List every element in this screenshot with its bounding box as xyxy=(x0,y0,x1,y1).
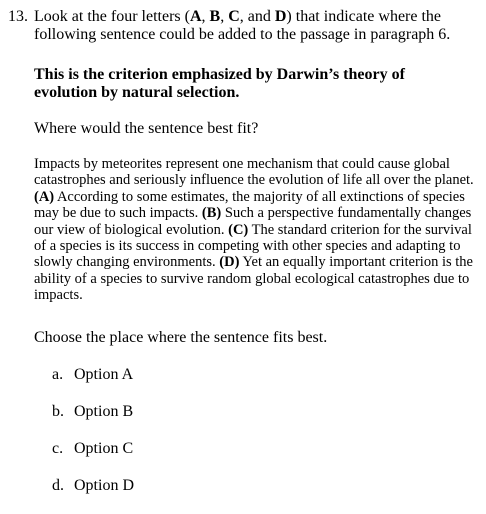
choose-prompt: Choose the place where the sentence fits best. xyxy=(34,329,328,346)
placement-prompt: Where would the sentence best fit? xyxy=(34,120,259,137)
question-prompt xyxy=(34,8,470,44)
insertion-marker-c: (C) xyxy=(228,221,249,238)
option-label: Option D xyxy=(74,477,134,494)
prompt-text: , and xyxy=(239,8,275,25)
prompt-letter-c: C xyxy=(228,8,240,25)
prompt-letter-d: D xyxy=(274,8,287,25)
insert-sentence: This is the criterion emphasized by Darwin’s theory of evolution by natural selection. xyxy=(34,66,405,101)
passage-text: Such a perspective fundamentally changes our view of biological evolution. xyxy=(34,205,472,238)
prompt-text: ) that indicate where the following sentence could be added to the passage in paragraph 6. xyxy=(34,8,451,43)
prompt-letter-b: B xyxy=(209,8,221,25)
insertion-marker-b: (B) xyxy=(201,205,222,222)
passage-text: Yet an equally important criterion is the ability of a species to survive random global ecological catastrophes due to impacts. xyxy=(34,254,473,304)
prompt-letter-a: A xyxy=(189,8,202,25)
option-b[interactable] xyxy=(52,403,134,421)
passage-text: According to some estimates, the majority of all extinctions of species may be due to such impacts. xyxy=(34,188,465,222)
option-c[interactable] xyxy=(52,440,134,458)
option-label: Option A xyxy=(74,366,134,383)
option-letter: c. xyxy=(52,440,64,457)
option-letter: a. xyxy=(52,366,64,383)
passage-text: Impacts by meteorites represent one mechanism that could cause global catastrophes and seriously influence the evolution of life all over the planet. xyxy=(34,156,474,189)
option-d[interactable] xyxy=(52,477,134,495)
option-label: Option B xyxy=(74,403,134,420)
answer-options xyxy=(52,366,134,514)
passage-paragraph xyxy=(34,156,476,304)
option-letter: d. xyxy=(52,477,64,494)
option-letter: b. xyxy=(52,403,64,420)
passage-text: The standard criterion for the survival of a species is its success in competing with other species and adapting to slowly changing environments. xyxy=(34,221,472,271)
insertion-marker-d: (D) xyxy=(219,254,240,271)
prompt-text: , xyxy=(201,8,210,25)
option-a[interactable] xyxy=(52,366,134,384)
question-number: 13. xyxy=(8,8,28,25)
option-label: Option C xyxy=(74,440,134,457)
prompt-text: , xyxy=(220,8,229,25)
insertion-marker-a: (A) xyxy=(34,188,55,205)
prompt-text: Look at the four letters ( xyxy=(34,8,190,25)
